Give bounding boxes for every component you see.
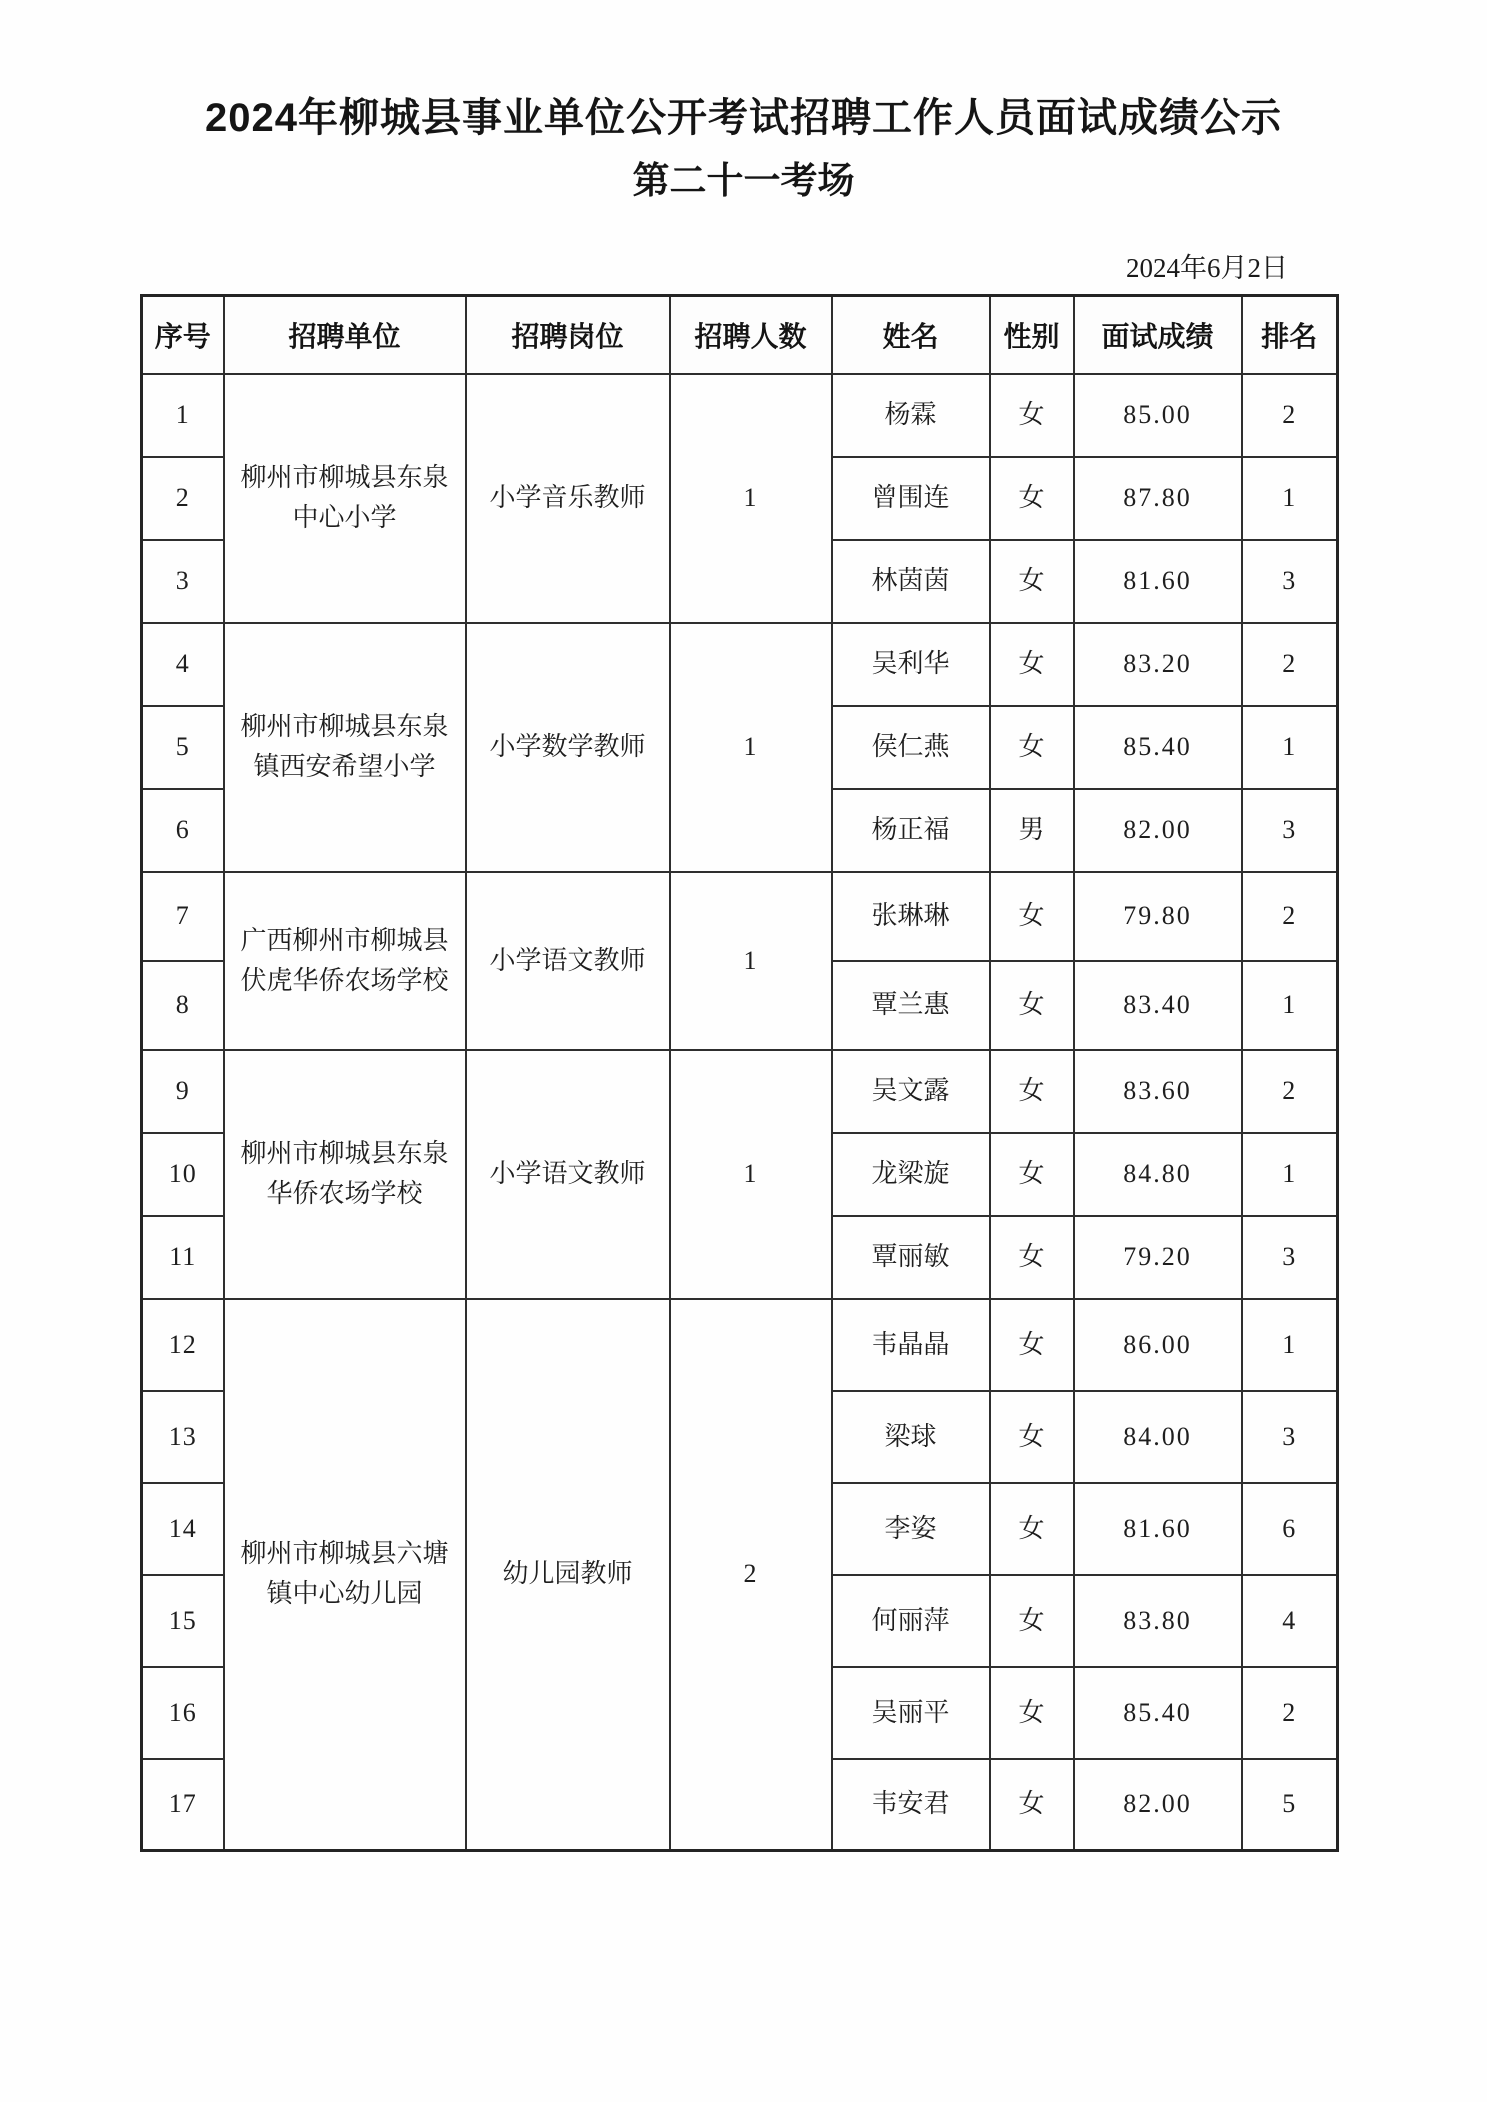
cell-no: 14 (142, 1483, 224, 1575)
cell-score: 83.20 (1074, 623, 1242, 706)
cell-gender: 女 (990, 1216, 1074, 1299)
cell-name: 吴文露 (832, 1050, 990, 1133)
cell-rank: 2 (1242, 1667, 1338, 1759)
results-table-body (142, 374, 1338, 1851)
cell-score: 82.00 (1074, 1759, 1242, 1851)
page-title: 2024年柳城县事业单位公开考试招聘工作人员面试成绩公示 (205, 96, 1282, 140)
cell-no: 7 (142, 872, 224, 961)
cell-unit: 柳州市柳城县六塘镇中心幼儿园 (224, 1299, 466, 1851)
cell-rank: 2 (1242, 374, 1338, 457)
cell-no: 1 (142, 374, 224, 457)
cell-rank: 3 (1242, 1216, 1338, 1299)
cell-rank: 3 (1242, 789, 1338, 872)
cell-name: 吴利华 (832, 623, 990, 706)
cell-no: 13 (142, 1391, 224, 1483)
cell-score: 83.80 (1074, 1575, 1242, 1667)
cell-rank: 2 (1242, 623, 1338, 706)
cell-unit: 柳州市柳城县东泉华侨农场学校 (224, 1050, 466, 1299)
cell-rank: 4 (1242, 1575, 1338, 1667)
cell-rank: 5 (1242, 1759, 1338, 1851)
cell-no: 12 (142, 1299, 224, 1391)
cell-headcount: 1 (670, 623, 832, 872)
cell-score: 81.60 (1074, 540, 1242, 623)
cell-rank: 2 (1242, 872, 1338, 961)
cell-score: 85.00 (1074, 374, 1242, 457)
cell-name: 侯仁燕 (832, 706, 990, 789)
cell-rank: 3 (1242, 1391, 1338, 1483)
cell-name: 覃兰惠 (832, 961, 990, 1050)
cell-name: 韦晶晶 (832, 1299, 990, 1391)
cell-no: 2 (142, 457, 224, 540)
cell-no: 5 (142, 706, 224, 789)
cell-gender: 女 (990, 1759, 1074, 1851)
cell-rank: 3 (1242, 540, 1338, 623)
cell-rank: 6 (1242, 1483, 1338, 1575)
cell-gender: 男 (990, 789, 1074, 872)
cell-rank: 1 (1242, 457, 1338, 540)
cell-unit: 柳州市柳城县东泉中心小学 (224, 374, 466, 623)
table-row (142, 1050, 1338, 1133)
column-header: 招聘单位 (224, 296, 466, 374)
column-header: 性别 (990, 296, 1074, 374)
cell-rank: 1 (1242, 1299, 1338, 1391)
cell-score: 83.60 (1074, 1050, 1242, 1133)
cell-no: 6 (142, 789, 224, 872)
cell-unit: 广西柳州市柳城县伏虎华侨农场学校 (224, 872, 466, 1050)
cell-gender: 女 (990, 706, 1074, 789)
cell-name: 吴丽平 (832, 1667, 990, 1759)
cell-gender: 女 (990, 1575, 1074, 1667)
cell-name: 李姿 (832, 1483, 990, 1575)
cell-gender: 女 (990, 1391, 1074, 1483)
cell-no: 10 (142, 1133, 224, 1216)
cell-name: 梁球 (832, 1391, 990, 1483)
cell-unit: 柳州市柳城县东泉镇西安希望小学 (224, 623, 466, 872)
cell-score: 84.00 (1074, 1391, 1242, 1483)
column-header: 招聘岗位 (466, 296, 670, 374)
cell-gender: 女 (990, 457, 1074, 540)
cell-gender: 女 (990, 1050, 1074, 1133)
results-table (140, 294, 1339, 1852)
exam-room-title: 第二十一考场 (632, 160, 855, 201)
cell-rank: 1 (1242, 706, 1338, 789)
cell-name: 曾围连 (832, 457, 990, 540)
cell-headcount: 1 (670, 1050, 832, 1299)
cell-name: 林茵茵 (832, 540, 990, 623)
cell-no: 11 (142, 1216, 224, 1299)
cell-score: 82.00 (1074, 789, 1242, 872)
cell-gender: 女 (990, 540, 1074, 623)
cell-rank: 1 (1242, 961, 1338, 1050)
cell-score: 79.80 (1074, 872, 1242, 961)
cell-rank: 2 (1242, 1050, 1338, 1133)
cell-name: 覃丽敏 (832, 1216, 990, 1299)
header-row (142, 296, 1338, 374)
cell-gender: 女 (990, 961, 1074, 1050)
column-header: 面试成绩 (1074, 296, 1242, 374)
cell-name: 何丽萍 (832, 1575, 990, 1667)
cell-score: 81.60 (1074, 1483, 1242, 1575)
cell-no: 9 (142, 1050, 224, 1133)
cell-gender: 女 (990, 1483, 1074, 1575)
cell-position: 小学语文教师 (466, 1050, 670, 1299)
cell-gender: 女 (990, 623, 1074, 706)
cell-gender: 女 (990, 1667, 1074, 1759)
cell-headcount: 1 (670, 872, 832, 1050)
cell-position: 幼儿园教师 (466, 1299, 670, 1851)
column-header: 排名 (1242, 296, 1338, 374)
cell-no: 17 (142, 1759, 224, 1851)
cell-headcount: 2 (670, 1299, 832, 1851)
cell-position: 小学语文教师 (466, 872, 670, 1050)
cell-gender: 女 (990, 374, 1074, 457)
table-row (142, 623, 1338, 706)
cell-headcount: 1 (670, 374, 832, 623)
table-row (142, 1299, 1338, 1391)
column-header: 序号 (142, 296, 224, 374)
table-row (142, 872, 1338, 961)
cell-score: 83.40 (1074, 961, 1242, 1050)
cell-rank: 1 (1242, 1133, 1338, 1216)
cell-no: 4 (142, 623, 224, 706)
cell-no: 15 (142, 1575, 224, 1667)
cell-name: 杨霖 (832, 374, 990, 457)
cell-gender: 女 (990, 872, 1074, 961)
cell-no: 8 (142, 961, 224, 1050)
cell-score: 79.20 (1074, 1216, 1242, 1299)
cell-score: 85.40 (1074, 706, 1242, 789)
cell-gender: 女 (990, 1299, 1074, 1391)
table-row (142, 374, 1338, 457)
cell-position: 小学音乐教师 (466, 374, 670, 623)
cell-no: 3 (142, 540, 224, 623)
cell-no: 16 (142, 1667, 224, 1759)
publish-date: 2024年6月2日 (1126, 253, 1288, 283)
cell-gender: 女 (990, 1133, 1074, 1216)
column-header: 姓名 (832, 296, 990, 374)
cell-score: 85.40 (1074, 1667, 1242, 1759)
cell-name: 韦安君 (832, 1759, 990, 1851)
column-header: 招聘人数 (670, 296, 832, 374)
cell-position: 小学数学教师 (466, 623, 670, 872)
cell-score: 86.00 (1074, 1299, 1242, 1391)
cell-score: 87.80 (1074, 457, 1242, 540)
cell-name: 杨正福 (832, 789, 990, 872)
cell-score: 84.80 (1074, 1133, 1242, 1216)
cell-name: 龙梁旋 (832, 1133, 990, 1216)
cell-name: 张琳琳 (832, 872, 990, 961)
